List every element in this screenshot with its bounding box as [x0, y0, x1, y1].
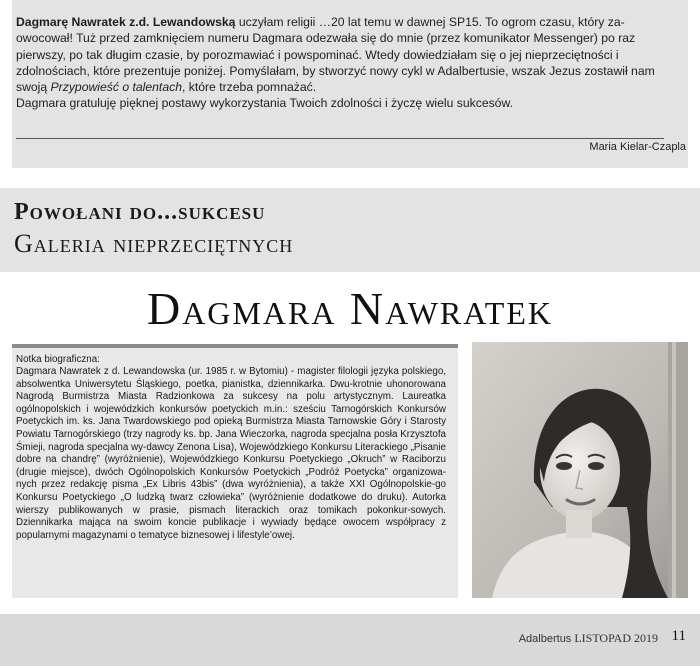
- footer-issue: LISTOPAD 2019: [574, 631, 658, 645]
- intro-name: Dagmarę Nawratek z.d. Lewandowską: [16, 15, 236, 29]
- bio-heading: Notka biograficzna:: [16, 354, 100, 365]
- article-title: Dagmara Nawratek: [146, 283, 554, 334]
- intro-p1-end: , które trzeba pomnażać.: [181, 80, 317, 95]
- bio-text: Dagmara Nawratek z d. Lewandowska (ur. 1985 r. w Bytomiu) - magister filologii języka polskiego, absolwentka Uniwersytetu Śląskiego, poetka, pianistka, dziennikarka. Dwu-krotnie uhonorowana Nagrodą Burmistrza Miasta Radzionkowa za sukcesy na polu artystycznym. Laureatka ogólnopolskich i wojewódzkich konkursów poetyckich m.in.: sześciu Tarnogórskich Konkursów Poetyckich im. ks. Jana Twardowskiego pod opieką Burmistrza Miasta Tarnowskie Góry i Starosty Powiatu Tarnogórskiego (trzy nagrody ks. bp. Jana Wieczorka, nagroda specjalna posła Krzysztofa Śmieji, nagroda specjalna wy-dawcy Zenona Lisa), Wojewódzkiego Konkursu Literackiego „Pisanie dobre na chandrę” (wyróżnienie), Wojewódzkiego Konkursu Poetyckiego „Okruch” w Raciborzu (drugie miejsce), dwóch Ogólnopolskich Konkursów Poetyckich „Podróż Poetycka” organizowa-nych przez redakcję pisma „Ex Libris 43bis” (dwa wyróżnienia), a także XXI Ogólnopolskie-go Konkursu Poetyckiego „O ludzką twarz człowieka” (wyróżnienie dodatkowe do druku). Autorka wierszy publikowanych w prasie, pismach literackich oraz tomikach pokonkur-sowych. Dziennikarka mająca na swoim koncie publikacje i wywiady będące owocem współpracy z popularnymi magazynami o tematyce biznesowej i lifestyle’owej.: [16, 366, 446, 541]
- portrait-photo: [472, 342, 688, 598]
- intro-paragraph-1: [16, 14, 662, 95]
- intro-text: [16, 14, 662, 112]
- page-number: 11: [671, 628, 686, 644]
- intro-signature: Maria Kielar-Czapla: [589, 141, 686, 153]
- intro-p1-body: uczyłam religii …20 lat temu w dawnej SP15. To ogrom czasu, który za-owocował! Tuż przed zamknięciem numeru Dagmara odezwała się do mnie (przez komunikator Messenger) po raz pierwszy, po tak długim czasie, by porozmawiać i powspominać. Wtedy dowiedziałam się o jej nieprzeciętności i zdolnościach, które prezentuje poniżej. Pomyślałam, by stworzyć nowy cykl w Adalbertusie, wszak Jezus zostawił nam swoją: [16, 15, 655, 95]
- section-subtitle: Galeria nieprzeciętnych: [14, 229, 294, 258]
- section-title: Powołani do...sukcesu: [14, 199, 266, 225]
- signature-rule: [16, 138, 664, 139]
- intro-paragraph-2: Dagmara gratuluję pięknej postawy wykorzystania Twoich zdolności i życzę wielu sukcesów.: [16, 96, 513, 111]
- intro-parable: Przypowieść o talentach: [50, 80, 182, 95]
- footer-publication: [519, 631, 658, 646]
- footer-magazine: Adalbertus: [518, 633, 572, 645]
